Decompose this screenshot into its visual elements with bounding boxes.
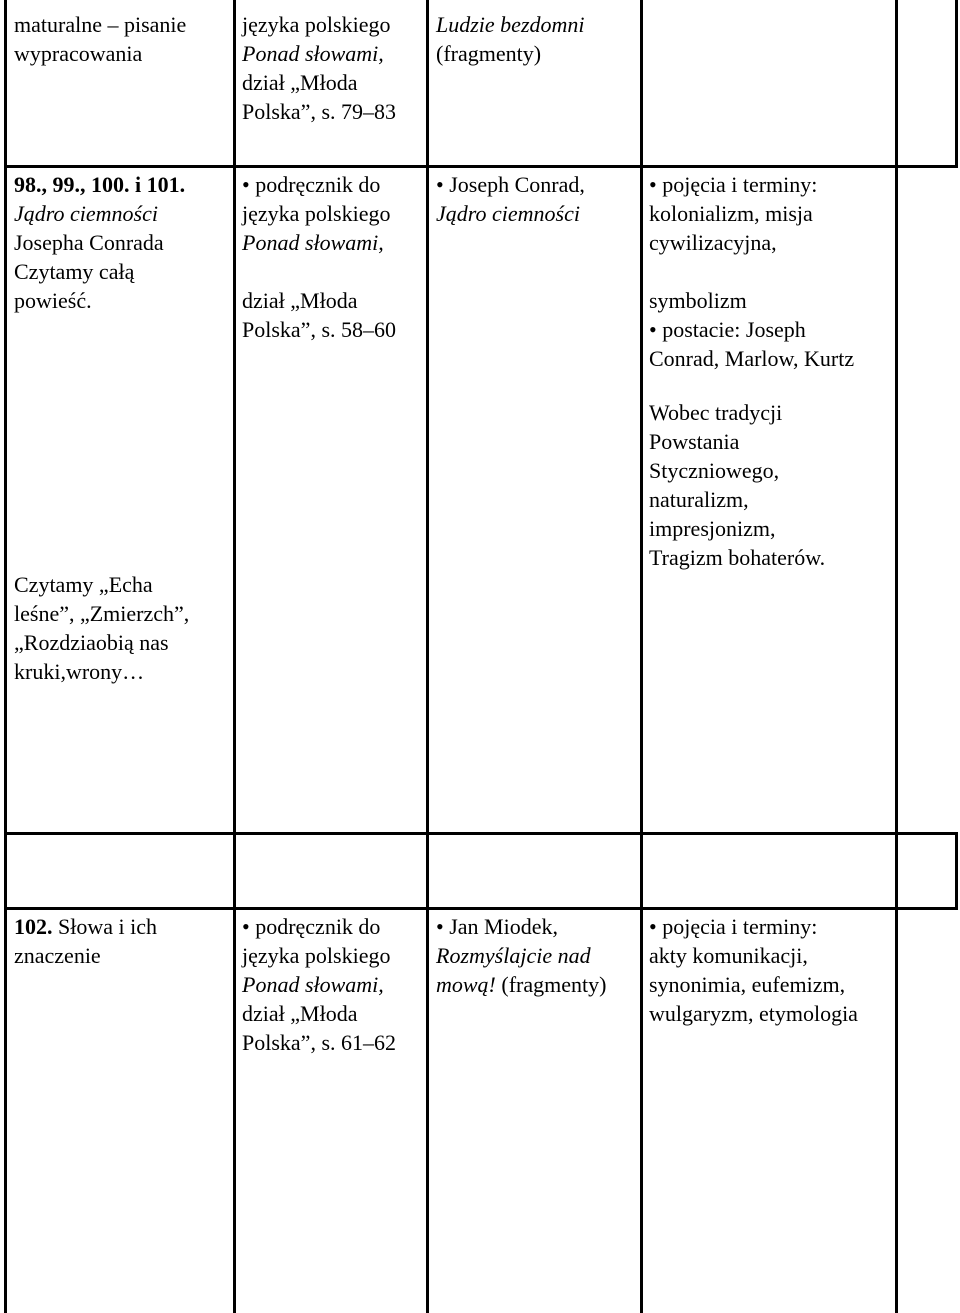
row-a-textbook-line: Polska”, s. 79–83 bbox=[242, 99, 396, 124]
concepts-extra-line: Wobec tradycji bbox=[649, 400, 783, 425]
textbook-pages: Polska”, s. 61–62 bbox=[242, 1030, 396, 1055]
text-suffix: (fragmenty) bbox=[495, 972, 607, 997]
row-a-textbook-title: Ponad słowami, bbox=[242, 41, 384, 66]
concepts-line: pojęcia i terminy: bbox=[662, 914, 818, 939]
concepts-extra-line: Styczniowego, bbox=[649, 458, 780, 483]
concepts-line: symbolizm bbox=[649, 288, 747, 313]
characters-line: Conrad, Marlow, Kurtz bbox=[649, 346, 855, 371]
textbook-line: podręcznik do bbox=[255, 914, 381, 939]
text-author: Joseph Conrad, bbox=[449, 172, 585, 197]
row-a-topic-line: maturalne – pisanie bbox=[14, 12, 187, 37]
text-title: Jądro ciemności bbox=[436, 201, 580, 226]
extra-topic-line: Czytamy „Echa bbox=[14, 572, 153, 597]
lesson-topic-line: Josepha Conrada bbox=[14, 230, 164, 255]
grid-line-right bbox=[955, 0, 958, 168]
textbook-line: podręcznik do bbox=[255, 172, 381, 197]
grid-line-right-lower bbox=[955, 835, 958, 910]
grid-line-row2 bbox=[4, 832, 958, 835]
extra-topic-line: leśne”, „Zmierzch”, bbox=[14, 601, 190, 626]
row-b-concepts-extra-cell bbox=[649, 398, 825, 572]
lesson-topic-line: powieść. bbox=[14, 288, 92, 313]
extra-topic-line: „Rozdziaobią nas bbox=[14, 630, 169, 655]
textbook-title: Ponad słowami, bbox=[242, 972, 384, 997]
lesson-number: 98., 99., 100. i 101. bbox=[14, 172, 186, 197]
row-c-texts-cell bbox=[436, 912, 606, 999]
grid-line-col1 bbox=[233, 0, 236, 1313]
lesson-title: Jądro ciemności bbox=[14, 201, 158, 226]
text-author: Jan Miodek, bbox=[449, 914, 558, 939]
row-b-textbook-cell bbox=[242, 170, 396, 344]
row-a-text-title: Ludzie bezdomni bbox=[436, 12, 585, 37]
text-title: Rozmyślajcie nad bbox=[436, 943, 591, 968]
row-c-topic-cell bbox=[14, 912, 157, 970]
row-b-topic-cell bbox=[14, 170, 185, 315]
row-b-texts-cell bbox=[436, 170, 585, 228]
concepts-extra-line: Tragizm bohaterów. bbox=[649, 545, 826, 570]
textbook-line: dział „Młoda bbox=[242, 1001, 358, 1026]
concepts-extra-line: impresjonizm, bbox=[649, 516, 776, 541]
row-a-textbook-line: dział „Młoda bbox=[242, 70, 358, 95]
concepts-extra-line: naturalizm, bbox=[649, 487, 749, 512]
row-b-concepts-cell bbox=[649, 170, 854, 373]
bullet: • bbox=[649, 317, 657, 342]
textbook-title: Ponad słowami, bbox=[242, 230, 384, 255]
grid-line-col2 bbox=[426, 0, 429, 1313]
lesson-topic-line: Czytamy całą bbox=[14, 259, 135, 284]
grid-line-row3 bbox=[4, 907, 958, 910]
grid-line-left bbox=[4, 0, 7, 1313]
row-a-textbook-cell bbox=[242, 10, 396, 126]
concepts-line: akty komunikacji, bbox=[649, 943, 808, 968]
grid-line-col4 bbox=[895, 0, 898, 1313]
bullet: • bbox=[436, 172, 444, 197]
grid-line-row1 bbox=[4, 165, 958, 168]
concepts-line: cywilizacyjna, bbox=[649, 230, 777, 255]
textbook-line: języka polskiego bbox=[242, 201, 391, 226]
textbook-pages: Polska”, s. 58–60 bbox=[242, 317, 396, 342]
concepts-line: kolonializm, misja bbox=[649, 201, 813, 226]
row-a-texts-cell bbox=[436, 10, 585, 68]
grid-line-col3 bbox=[640, 0, 643, 1313]
row-c-textbook-cell bbox=[242, 912, 396, 1057]
textbook-line: języka polskiego bbox=[242, 943, 391, 968]
bullet: • bbox=[649, 172, 657, 197]
bullet: • bbox=[242, 172, 250, 197]
row-a-topic-cell bbox=[14, 10, 186, 68]
textbook-line: dział „Młoda bbox=[242, 288, 358, 313]
concepts-extra-line: Powstania bbox=[649, 429, 740, 454]
row-a-textbook-line: języka polskiego bbox=[242, 12, 391, 37]
row-b-extra-topic-cell bbox=[14, 570, 189, 686]
bullet: • bbox=[242, 914, 250, 939]
concepts-line: pojęcia i terminy: bbox=[662, 172, 818, 197]
bullet: • bbox=[436, 914, 444, 939]
text-title: mową! bbox=[436, 972, 496, 997]
row-a-topic-line: wypracowania bbox=[14, 41, 143, 66]
concepts-line: wulgaryzm, etymologia bbox=[649, 1001, 858, 1026]
lesson-title-line: znaczenie bbox=[14, 943, 101, 968]
lesson-number: 102. bbox=[14, 914, 53, 939]
concepts-line: synonimia, eufemizm, bbox=[649, 972, 846, 997]
extra-topic-line: kruki,wrony… bbox=[14, 659, 145, 684]
row-a-text-line: (fragmenty) bbox=[436, 41, 542, 66]
lesson-title: Słowa i ich bbox=[52, 914, 157, 939]
characters-line: postacie: Joseph bbox=[662, 317, 806, 342]
bullet: • bbox=[649, 914, 657, 939]
row-c-concepts-cell bbox=[649, 912, 858, 1028]
